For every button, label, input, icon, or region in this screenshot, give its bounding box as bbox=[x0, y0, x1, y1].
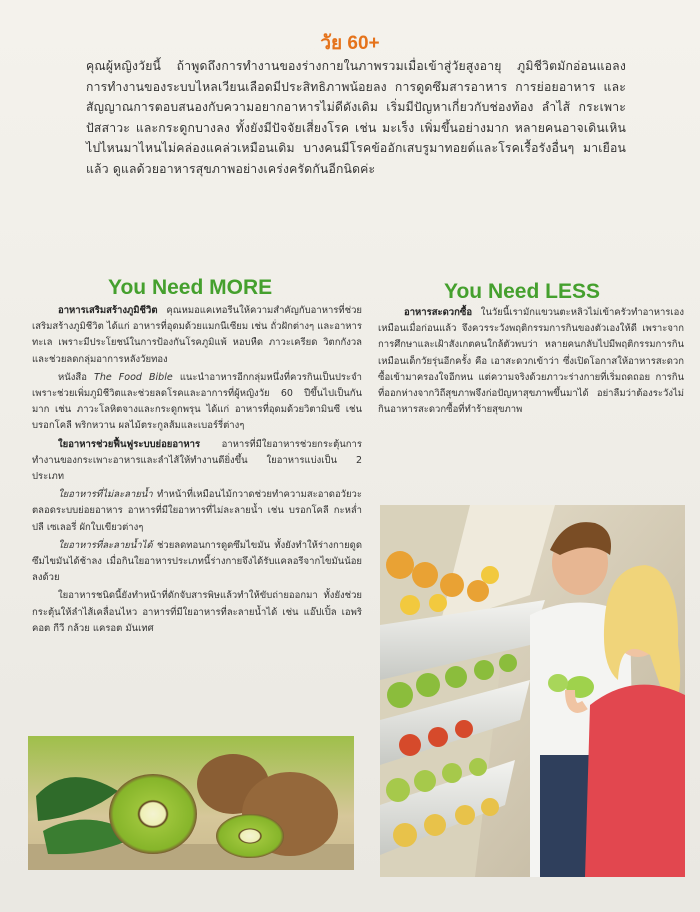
page-title: วัย 60+ bbox=[320, 33, 380, 54]
less-p1-text: ในวัยนี้เรามักแขวนตะหลิวไม่เข้าครัวทำอาหารเองเหมือนเมื่อก่อนแล้ว จึงควรระวังพฤติกรรมการกินของตัวเองให้ดี เพราะจากการศึกษาและเฝ้าสังเกตคนใกล้ตัวพบว่า หลายคนกลับไปมีพฤติกรรมการกินเหมือนเด็กวัยรุ่นอีกครั้ง คือ เอาสะดวกเข้าว่า ซึ่งเปิดโอกาสให้อาหารสะดวกซื้อเข้ามาครองใจอีกหน แต่ความจริงด้วยภาวะร่างกายที่เริ่มถดถอย การกินที่ออกห่างจากวิถีสุขภาพจึงก่อปัญหาสุขภาพขึ้นมาได้ อย่าลืมว่าต้องระวังไม่กินอาหารสะดวกซื้อที่ทำร้ายสุขภาพ bbox=[378, 307, 684, 416]
more-p2-book: The Food Bible bbox=[94, 371, 173, 383]
more-paragraph-1 bbox=[32, 303, 362, 368]
less-paragraph-1 bbox=[378, 305, 684, 418]
more-p2-a: หนังสือ bbox=[58, 371, 95, 383]
more-p6-text: ใยอาหารชนิดนี้ยังทำหน้าที่ดักจับสารพิษแล้วทำให้ขับถ่ายออกมา ทั้งยังช่วยกระตุ้นให้ลำไส้เคลื่อนไหว อาหารที่มีใยอาหารที่ละลายน้ำได้ เช่น แอ๊ปเปิ้ล เอพริคอต กีวี กล้วย แครอต มันเทศ bbox=[32, 590, 362, 634]
less-p1-lead: อาหารสะดวกซื้อ bbox=[404, 307, 473, 318]
supermarket-couple-photo bbox=[380, 505, 685, 877]
more-p5-text: ช่วยลดทอนการดูดซึมไขมัน ทั้งยังทำให้ร่างกายดูดซึมไขมันได้ช้าลง เมื่อกินใยอาหารประเภทนี้ร่างกายจึงได้รับแคลอรีจากไขมันน้อยลงด้วย bbox=[32, 539, 362, 584]
more-p5-lead: ใยอาหารที่ละลายน้ำได้ bbox=[58, 539, 153, 551]
more-p4-lead: ใยอาหารที่ไม่ละลายน้ำ bbox=[58, 489, 153, 501]
more-paragraph-2 bbox=[32, 370, 362, 435]
less-column bbox=[378, 305, 684, 420]
more-p4-text: ทำหน้าที่เหมือนไม้กวาดช่วยทำความสะอาดอวัยวะตลอดระบบย่อยอาหาร อาหารที่มีใยอาหารที่ไม่ละลายน้ำ เช่น บรอกโคลี กะหล่ำปลี เซเลอรี่ ผักใบเขียวต่างๆ bbox=[32, 489, 362, 533]
more-column bbox=[32, 303, 362, 639]
more-heading: You Need MORE bbox=[108, 276, 273, 299]
more-p1-lead: อาหารเสริมสร้างภูมิชีวิต bbox=[58, 305, 158, 316]
more-p1-text: คุณหมอแคเทอรีนให้ความสำคัญกับอาหารที่ช่วยเสริมสร้างภูมิชีวิต ได้แก่ อาหารที่อุดมด้วยแมกนีเซียม เช่น ถั่วฝักต่างๆ และอาหารทะเล เพราะมีประโยชน์ในการป้องกันโรคภูมิแพ้ หอบหืด ภาวะเครียด วิตกกังวล และช่วยลดกลุ่มอาการหลังวัยทอง bbox=[32, 305, 362, 365]
intro-paragraph: คุณผู้หญิงวัยนี้ ถ้าพูดถึงการทำงานของร่างกายในภาพรวมเมื่อเข้าสู่วัยสูงอายุ ภูมิชีวิตมักอ่อนแอลง การทำงานของระบบไหลเวียนเลือดมีประสิทธิภาพน้อยลง การดูดซึมสารอาหาร การย่อยอาหาร และสัญญาณการตอบสนองกับความอยากอาหารไม่ดีดังเดิม เริ่มมีปัญหาเกี่ยวกับช่องท้อง ลำไส้ กระเพาะปัสสาวะ และกระดูกบางลง ทั้งยังมีปัจจัยเสี่ยงโรค เช่น มะเร็ง เพิ่มขึ้นอย่างมาก หลายคนอาจเดินเหินไปไหนมาไหนไม่คล่องแคล่วเหมือนเดิม บางคนมีโรคข้ออักเสบรูมาทอยด์และโรคเรื้อรังอื่นๆ มาเยือนแล้ว ดูแลด้วยอาหารสุขภาพอย่างเคร่งครัดกันอีกนิดค่ะ bbox=[86, 59, 626, 176]
more-paragraph-3 bbox=[32, 437, 362, 486]
kiwi-photo bbox=[28, 736, 354, 870]
less-heading: You Need LESS bbox=[444, 280, 600, 303]
more-p3-lead: ใยอาหารช่วยฟื้นฟูระบบย่อยอาหาร bbox=[58, 438, 201, 450]
more-paragraph-6 bbox=[32, 588, 362, 637]
more-paragraph-4 bbox=[32, 487, 362, 536]
more-p2-b: แนะนำอาหารอีกกลุ่มหนึ่งที่ควรกินเป็นประจำ เพราะช่วยเพิ่มภูมิชีวิตและช่วยลดโรคและอาการที่ผู้หญิงวัย 60 ปีขึ้นไปเป็นกันมาก เช่น ภาวะโลหิตจางและกระดูกพรุน ได้แก่ อาหารที่อุดมด้วยวิตามินซี เช่น บรอกโคลี พริกหวาน ผลไม้ตระกูลส้มและเบอร์รี่ต่างๆ bbox=[32, 371, 362, 432]
more-paragraph-5 bbox=[32, 538, 362, 587]
more-p3-text: อาหารที่มีใยอาหารช่วยกระตุ้นการทำงานของกระเพาะอาหารและลำไส้ให้ทำงานดียิ่งขึ้น ใยอาหารแบ่งเป็น 2 ประเภท bbox=[32, 438, 362, 483]
